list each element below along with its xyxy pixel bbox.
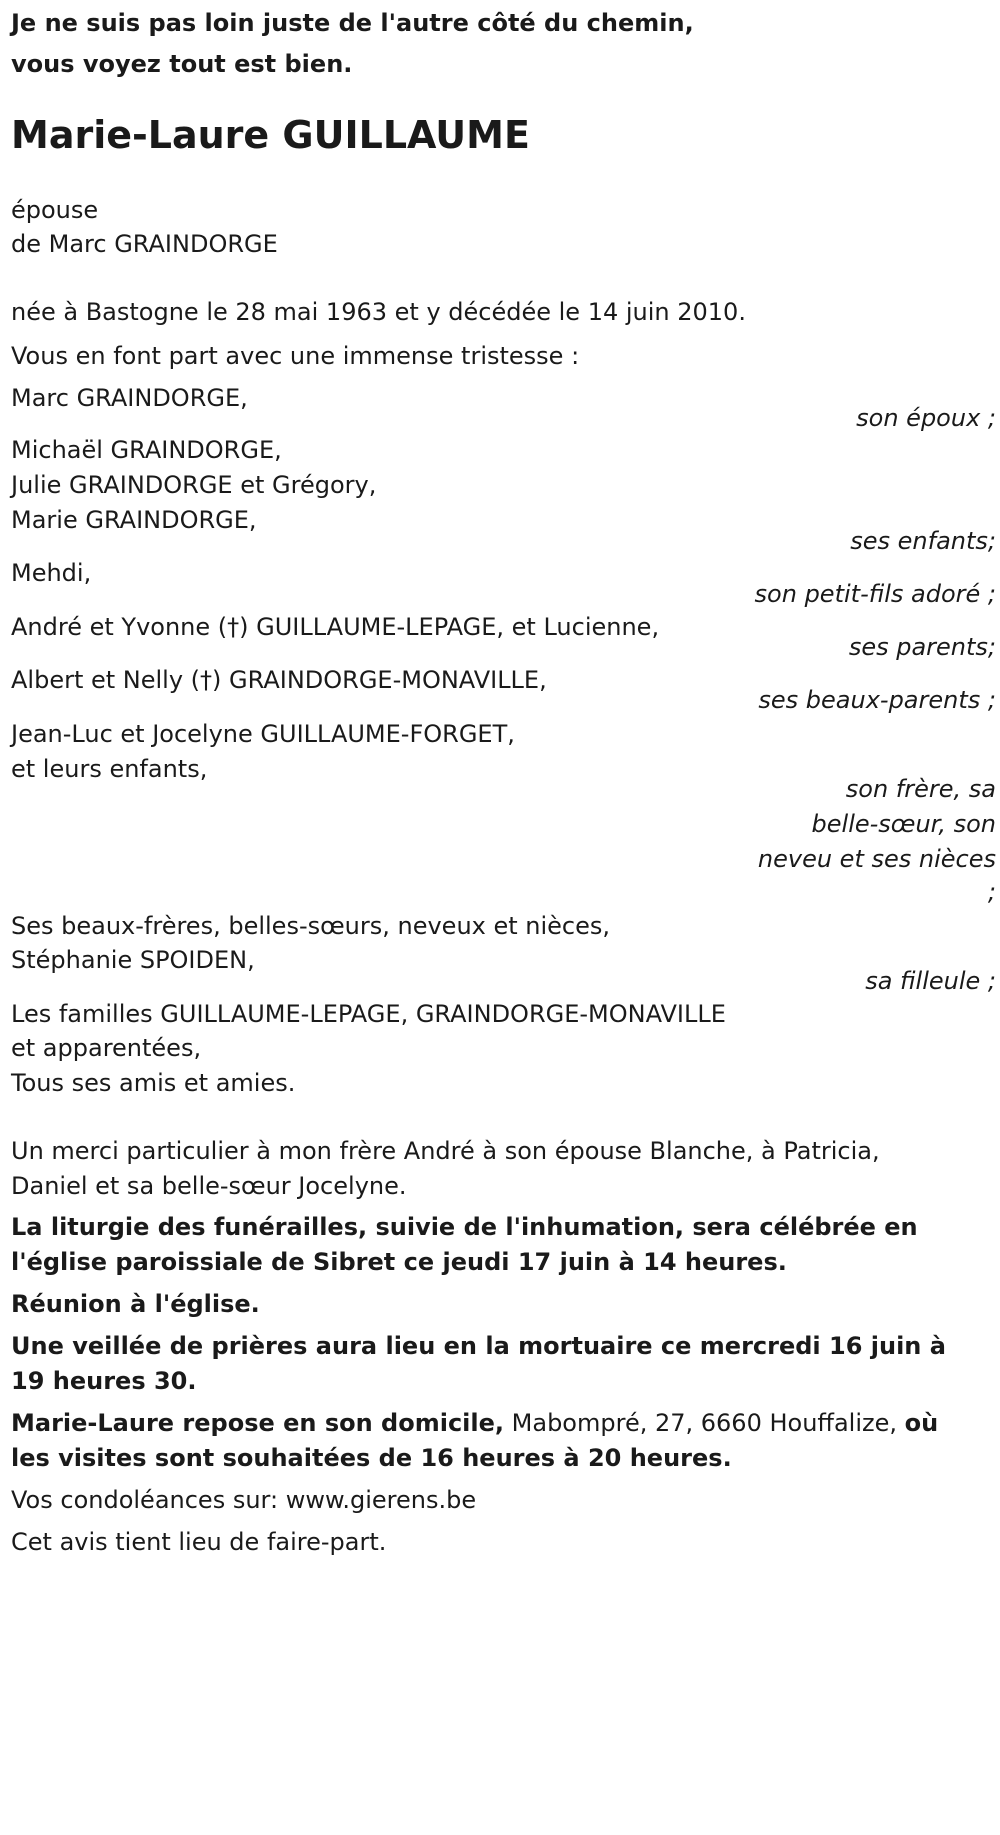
- birth-death: née à Bastogne le 28 mai 1963 et y décédée le 14 juin 2010.: [11, 298, 746, 326]
- brother-relation-line-3: neveu et ses nièces: [757, 845, 996, 873]
- thanks-line-2: Daniel et sa belle-sœur Jocelyne.: [11, 1172, 407, 1200]
- condolences-line: Vos condoléances sur: www.gierens.be: [11, 1486, 477, 1514]
- child-1: Michaël GRAINDORGE,: [11, 436, 282, 464]
- families-line-1: Les familles GUILLAUME-LEPAGE, GRAINDORGE-MONAVILLE: [11, 1000, 726, 1028]
- repose-address: Mabompré, 27, 6660 Houffalize,: [504, 1409, 905, 1437]
- goddaughter-relation: sa filleule ;: [865, 967, 996, 995]
- repose-line-2: les visites sont souhaitées de 16 heures à 20 heures.: [11, 1444, 732, 1472]
- deceased-name: Marie-Laure GUILLAUME: [11, 113, 530, 157]
- repose-bold-2: où: [904, 1409, 939, 1437]
- inlaws-relation: ses beaux-parents ;: [758, 686, 996, 714]
- spouse-line-2: de Marc GRAINDORGE: [11, 230, 278, 258]
- goddaughter-name: Stéphanie SPOIDEN,: [11, 946, 255, 974]
- epigraph-line-2: vous voyez tout est bien.: [11, 50, 353, 78]
- inlaws-names: Albert et Nelly (†) GRAINDORGE-MONAVILLE,: [11, 666, 547, 694]
- families-line-2: et apparentées,: [11, 1034, 202, 1062]
- friends-line: Tous ses amis et amies.: [11, 1069, 296, 1097]
- intro-text: Vous en font part avec une immense tristesse :: [11, 342, 580, 370]
- siblings-in-law: Ses beaux-frères, belles-sœurs, neveux et nièces,: [11, 912, 611, 940]
- child-2: Julie GRAINDORGE et Grégory,: [11, 471, 377, 499]
- vigil-line-2: 19 heures 30.: [11, 1367, 197, 1395]
- husband-name: Marc GRAINDORGE,: [11, 384, 248, 412]
- repose-bold-1: Marie-Laure repose en son domicile,: [11, 1409, 505, 1437]
- brother-relation-line-4: ;: [987, 878, 996, 906]
- parents-names: André et Yvonne (†) GUILLAUME-LEPAGE, et Lucienne,: [11, 613, 660, 641]
- brother-relation-line-1: son frère, sa: [845, 775, 996, 803]
- brother-relation-line-2: belle-sœur, son: [811, 810, 996, 838]
- spouse-line-1: épouse: [11, 196, 99, 224]
- funeral-line-2: l'église paroissiale de Sibret ce jeudi 17 juin à 14 heures.: [11, 1248, 787, 1276]
- vigil-line-1: Une veillée de prières aura lieu en la mortuaire ce mercredi 16 juin à: [11, 1332, 946, 1360]
- children-relation: ses enfants;: [850, 527, 996, 555]
- husband-relation: son époux ;: [856, 404, 996, 432]
- thanks-line-1: Un merci particulier à mon frère André à son épouse Blanche, à Patricia,: [11, 1137, 880, 1165]
- brother-line-1: Jean-Luc et Jocelyne GUILLAUME-FORGET,: [11, 720, 515, 748]
- closing-line: Cet avis tient lieu de faire-part.: [11, 1528, 387, 1556]
- epigraph-line-1: Je ne suis pas loin juste de l'autre côté du chemin,: [11, 9, 694, 37]
- repose-line-1: [11, 1403, 938, 1443]
- meeting-line: Réunion à l'église.: [11, 1290, 260, 1318]
- brother-line-2: et leurs enfants,: [11, 755, 208, 783]
- parents-relation: ses parents;: [848, 633, 996, 661]
- grandson-name: Mehdi,: [11, 559, 92, 587]
- grandson-relation: son petit-fils adoré ;: [754, 580, 996, 608]
- funeral-line-1: La liturgie des funérailles, suivie de l'inhumation, sera célébrée en: [11, 1213, 918, 1241]
- child-3: Marie GRAINDORGE,: [11, 506, 257, 534]
